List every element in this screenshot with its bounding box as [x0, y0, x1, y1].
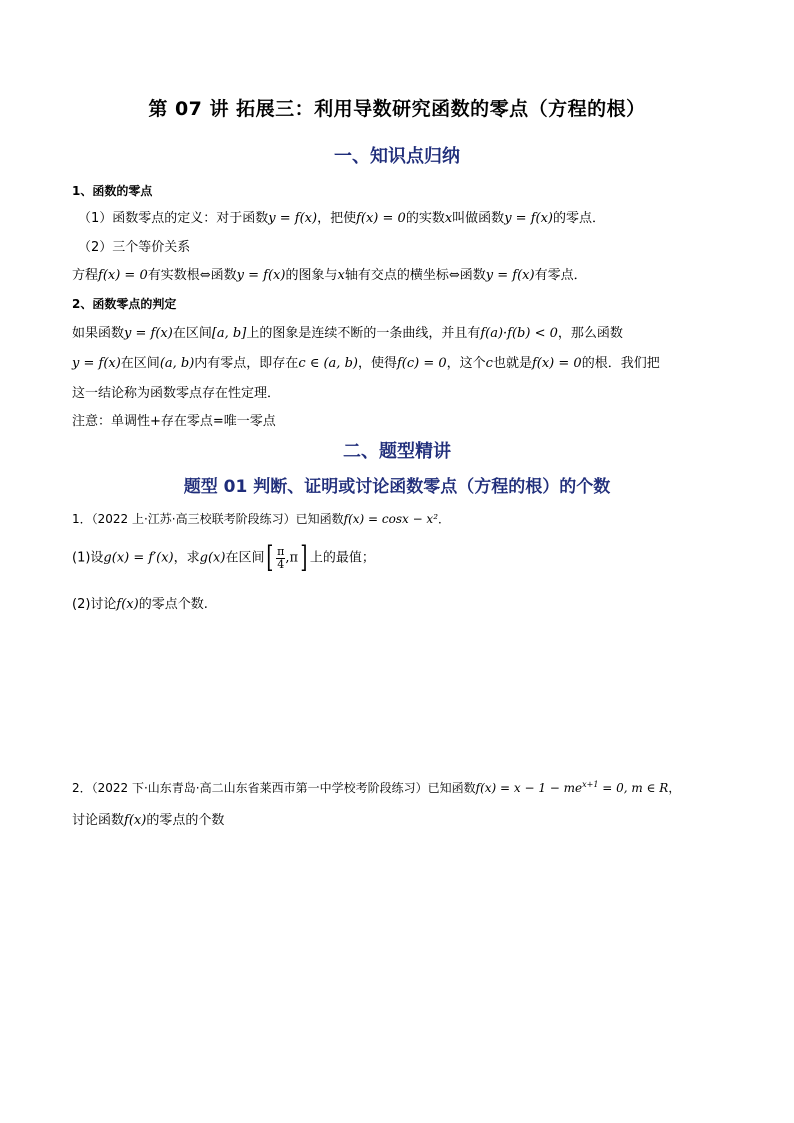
- theorem-line-1: 如果函数y = f(x)在区间[a, b]上的图象是连续不断的一条曲线，并且有f(a)·f(b) < 0，那么函数: [72, 326, 623, 341]
- section-knowledge-heading: 一、知识点归纳: [334, 146, 460, 167]
- page-title: 第 07 讲 拓展三：利用导数研究函数的零点（方程的根）: [148, 98, 646, 120]
- subheading-zero-point: 1、函数的零点: [72, 184, 153, 198]
- question-1-part-2: (2)讨论f(x)的零点个数.: [72, 597, 208, 612]
- question-2-stem: 2．（2022 下·山东青岛·高二山东省莱西市第一中学校考阶段练习）已知函数$f(x) = x - 1 - me^{x+1} = 0$, m ∈ R，: [72, 780, 681, 795]
- subheading-zero-judgement: 2、函数零点的判定: [72, 297, 177, 311]
- theorem-line-3: 这一结论称为函数零点存在性定理．: [72, 386, 281, 401]
- note-line: 注意：单调性+存在零点=唯一零点: [72, 414, 276, 429]
- theorem-line-2: y = f(x)在区间(a, b)内有零点，即存在c ∈ (a, b)，使得f(c) = 0，这个c也就是f(x) = 0的根．我们把: [72, 356, 660, 371]
- equivalence-line: 方程f(x) = 0有实数根⇔函数y = f(x)的图象与x轴有交点的横坐标⇔函数y = f(x)有零点．: [72, 268, 587, 283]
- question-2-line-2: 讨论函数f(x)的零点的个数: [72, 813, 225, 828]
- section-examples-heading: 二、题型精讲: [343, 441, 451, 462]
- left-bracket: [: [266, 540, 274, 575]
- fraction-pi-over-4: $\frac{\pi}{4}$: [277, 544, 285, 571]
- question-type-heading: 题型 01 判断、证明或讨论函数零点（方程的根）的个数: [183, 477, 611, 497]
- question-1-part-1: (1)设g(x) = f′(x)，求g(x)在区间[ $\frac{\pi}{4}$ ,π] 上的最值；: [72, 540, 375, 575]
- definition-line: （1）函数零点的定义：对于函数y = f(x)，把使f(x) = 0的实数x叫做函数y = f(x)的零点．: [78, 211, 605, 226]
- right-bracket: ]: [300, 540, 308, 575]
- question-1-stem: 1．（2022 上·江苏·高三校联考阶段练习）已知函数f(x) = cosx − x²．: [72, 512, 451, 526]
- equivalence-heading: （2）三个等价关系: [78, 240, 191, 255]
